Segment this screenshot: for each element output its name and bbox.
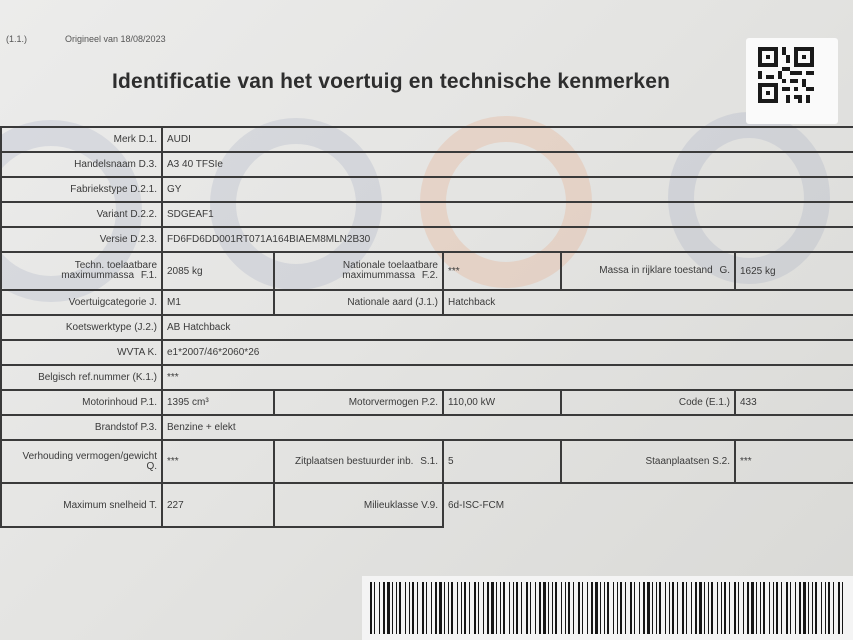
max-snelheid-label: Maximum snelheid T.	[1, 483, 162, 527]
zitplaatsen-label	[274, 440, 443, 483]
merk-value: AUDI	[162, 127, 853, 152]
categorie-label: Voertuigcategorie J.	[1, 290, 162, 315]
belg-ref-value: ***	[162, 365, 853, 390]
max-snelheid-value: 227	[162, 483, 274, 527]
massa-rijklaar-code: G.	[719, 265, 730, 276]
table-row	[1, 290, 853, 315]
zitplaatsen-label-text: Zitplaatsen bestuurder inb.	[295, 455, 414, 467]
motorinhoud-value: 1395 cm³	[162, 390, 274, 415]
table-row	[1, 340, 853, 365]
table-row	[1, 227, 853, 252]
barcode-icon	[362, 576, 853, 640]
nat-massa-code: F.2.	[421, 270, 438, 281]
qr-code-icon	[746, 38, 838, 124]
categorie-value: M1	[162, 290, 274, 315]
table-row	[1, 483, 853, 527]
variant-label: Variant D.2.2.	[1, 202, 162, 227]
staanplaatsen-label: Staanplaatsen S.2.	[561, 440, 735, 483]
brandstof-label: Brandstof P.3.	[1, 415, 162, 440]
nat-massa-label-text: Nationale toelaatbare maximummassa	[342, 260, 438, 281]
table-row	[1, 152, 853, 177]
fabriekstype-value: GY	[162, 177, 853, 202]
motorinhoud-label: Motorinhoud P.1.	[1, 390, 162, 415]
variant-value: SDGEAF1	[162, 202, 853, 227]
original-date: Origineel van 18/08/2023	[65, 34, 166, 44]
vehicle-data-table	[0, 126, 853, 528]
fabriekstype-label: Fabriekstype D.2.1.	[1, 177, 162, 202]
handelsnaam-label: Handelsnaam D.3.	[1, 152, 162, 177]
techn-massa-value: 2085 kg	[162, 252, 274, 290]
table-row	[1, 390, 853, 415]
table-row	[1, 177, 853, 202]
handelsnaam-value: A3 40 TFSIe	[162, 152, 853, 177]
nat-massa-value: ***	[443, 252, 561, 290]
massa-rijklaar-label	[561, 252, 735, 290]
table-row	[1, 415, 853, 440]
motorvermogen-label: Motorvermogen P.2.	[274, 390, 443, 415]
wvta-value: e1*2007/46*2060*26	[162, 340, 853, 365]
nat-massa-label	[274, 252, 443, 290]
brandstof-value: Benzine + elekt	[162, 415, 853, 440]
versie-label: Versie D.2.3.	[1, 227, 162, 252]
koetswerk-label: Koetswerktype (J.2.)	[1, 315, 162, 340]
code-e1-label: Code (E.1.)	[561, 390, 735, 415]
nat-aard-label: Nationale aard (J.1.)	[274, 290, 443, 315]
milieuklasse-value: 6d-ISC-FCM	[443, 483, 853, 527]
document-title: Identificatie van het voertuig en technische kenmerken	[112, 70, 671, 93]
table-row	[1, 127, 853, 152]
techn-massa-code: F.1.	[140, 270, 157, 281]
zitplaatsen-value: 5	[443, 440, 561, 483]
table-row	[1, 202, 853, 227]
verhouding-label-text: Verhouding vermogen/gewicht	[22, 450, 157, 462]
techn-massa-label	[1, 252, 162, 290]
wvta-label: WVTA K.	[1, 340, 162, 365]
table-row	[1, 365, 853, 390]
koetswerk-value: AB Hatchback	[162, 315, 853, 340]
massa-rijklaar-value: 1625 kg	[735, 252, 853, 290]
table-row	[1, 315, 853, 340]
massa-rijklaar-label-text: Massa in rijklare toestand	[599, 265, 713, 276]
versie-value: FD6FD6DD001RT071A164BIAEM8MLN2B30	[162, 227, 853, 252]
milieuklasse-label: Milieuklasse V.9.	[274, 483, 443, 527]
verhouding-label	[1, 440, 162, 483]
code-e1-value: 433	[735, 390, 853, 415]
belg-ref-label: Belgisch ref.nummer (K.1.)	[1, 365, 162, 390]
table-row	[1, 252, 853, 290]
motorvermogen-value: 110,00 kW	[443, 390, 561, 415]
zitplaatsen-code: S.1.	[420, 455, 438, 467]
table-row	[1, 440, 853, 483]
staanplaatsen-value: ***	[735, 440, 853, 483]
merk-label: Merk D.1.	[1, 127, 162, 152]
nat-aard-value: Hatchback	[443, 290, 853, 315]
verhouding-code: Q.	[146, 460, 157, 472]
verhouding-value: ***	[162, 440, 274, 483]
page-reference: (1.1.)	[6, 34, 28, 44]
techn-massa-label-text: Techn. toelaatbare maximummassa	[61, 260, 157, 281]
